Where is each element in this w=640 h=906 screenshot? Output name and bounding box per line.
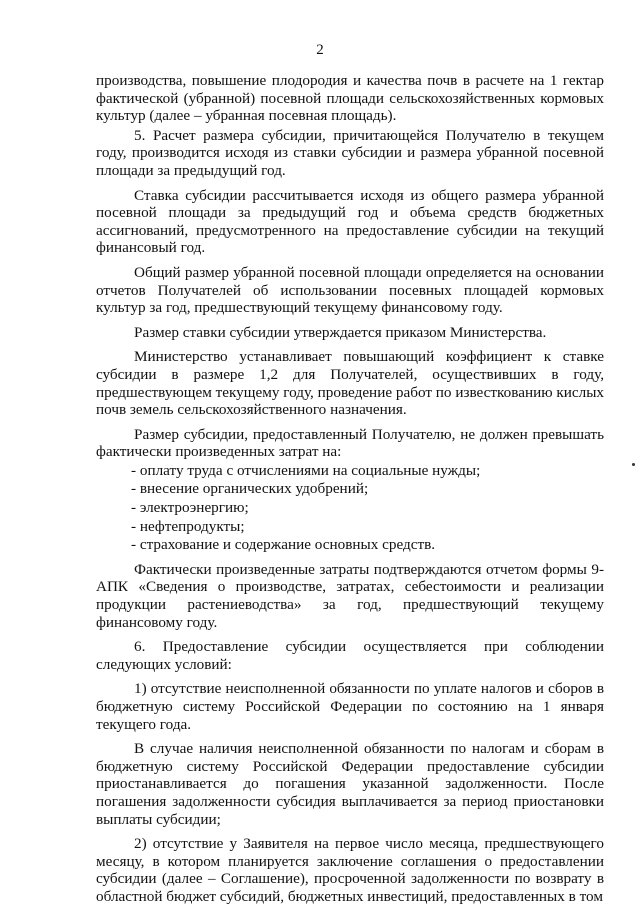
paragraph: Общий размер убранной посевной площади определяется на основании отчетов Получателей об использовании посевных площадей кормовых культур за год, предшествующий текущему финансовому году. [96, 263, 604, 317]
list-item: - страхование и содержание основных средств. [131, 536, 436, 554]
paragraph: Фактически произведенные затраты подтверждаются отчетом формы 9-АПК «Сведения о производстве, затратах, себестоимости и реализации продукции растениеводства» за год, предшествующий текущему финансовому году. [96, 560, 604, 631]
list-item: - электроэнергию; [131, 499, 249, 517]
paragraph: Размер ставки субсидии утверждается приказом Министерства. [134, 323, 547, 341]
paragraph: Ставка субсидии рассчитывается исходя из общего размера убранной посевной площади за предыдущий год и объема средств бюджетных ассигнований, предусмотренного на предоставление субсидии на текущий финансовый год. [96, 186, 604, 257]
list-item: - оплату труда с отчислениями на социальные нужды; [131, 461, 481, 479]
list-item: - нефтепродукты; [131, 517, 245, 535]
paragraph: Министерство устанавливает повышающий коэффициент к ставке субсидии в размере 1,2 для Получателей, осуществивших в году, предшествующем текущему году, проведение работ по известкованию кислых почв земель сельскохозяйственного назначения. [96, 348, 604, 419]
paragraph: 5. Расчет размера субсидии, причитающейся Получателю в текущем году, производится исходя из ставки субсидии и размера убранной посевной площади за предыдущий год. [96, 126, 604, 179]
list-item: - внесение органических удобрений; [131, 480, 369, 498]
scan-speck [632, 463, 635, 466]
document-body [96, 72, 604, 906]
paragraph: 6. Предоставление субсидии осуществляется при соблюдении следующих условий: [96, 638, 604, 673]
page-number: 2 [316, 42, 324, 58]
paragraph: 2) отсутствие у Заявителя на первое число месяца, предшествующего месяцу, в котором планируется заключение соглашения о предоставлении субсидии (далее – Соглашение), просроченной задолженности по возврату в областной бюджет субсидий, бюджетных инвестиций, предоставленных в том [96, 835, 604, 905]
paragraph: В случае наличия неисполненной обязанности по налогам и сборам в бюджетную систему Российской Федерации предоставление субсидии приостанавливается до погашения указанной задолженности. После погашения задолженности субсидия выплачивается за период приостановки выплаты субсидии; [96, 740, 604, 828]
paragraph: 1) отсутствие неисполненной обязанности по уплате налогов и сборов в бюджетную систему Российской Федерации по состоянию на 1 января текущего года. [96, 680, 604, 733]
paragraph: производства, повышение плодородия и качества почв в расчете на 1 гектар фактической (убранной) посевной площади сельскохозяйственных кормовых культур (далее – убранная посевная площадь). [96, 72, 604, 125]
paragraph: Размер субсидии, предоставленный Получателю, не должен превышать фактически произведенных затрат на: [96, 425, 604, 461]
